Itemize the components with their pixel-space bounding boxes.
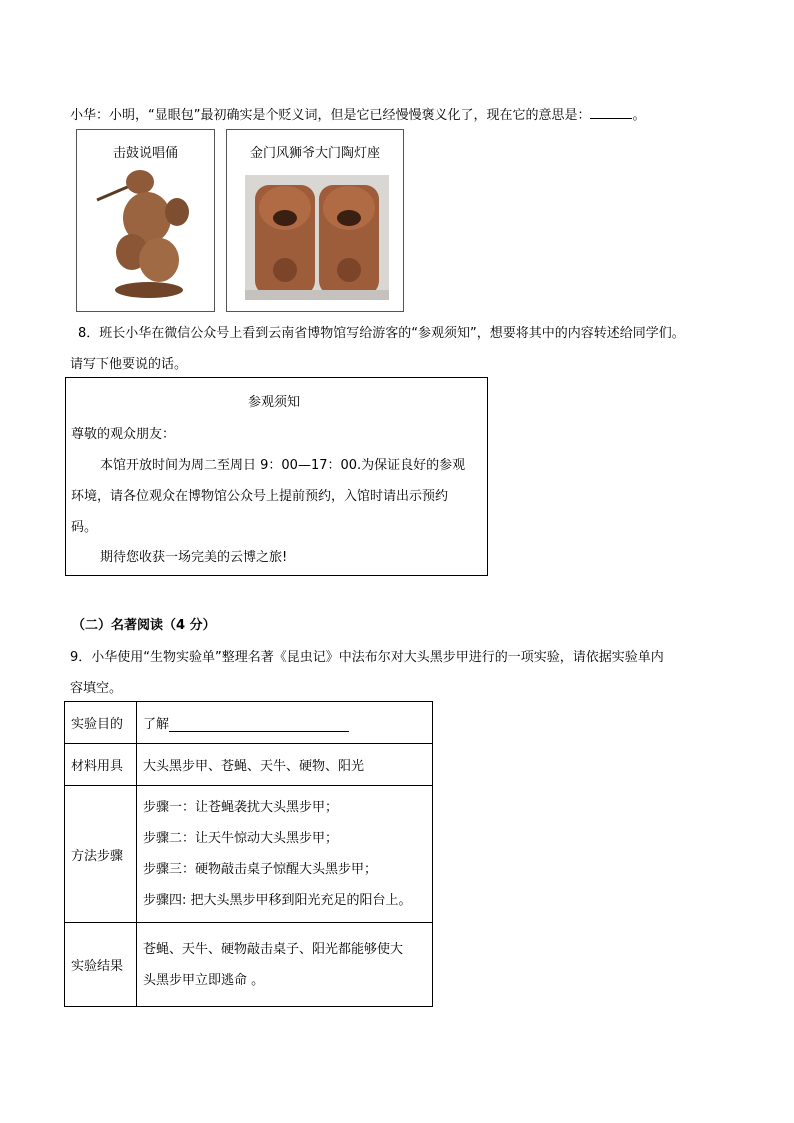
materials-label: 材料用具: [65, 744, 137, 786]
table-row: [65, 786, 433, 923]
method-steps: [137, 786, 433, 923]
notice-body-line2: 环境，请各位观众在博物馆公众号上提前预约，入馆时请出示预约: [71, 489, 449, 504]
q8-line2: 请写下他要说的话。: [70, 357, 188, 372]
notice-title: 参观须知: [248, 395, 301, 410]
purpose-label: 实验目的: [65, 702, 137, 744]
table-row: [65, 744, 433, 786]
purpose-cell: [137, 702, 433, 744]
answer-blank[interactable]: [590, 106, 632, 119]
q9-line2: 容填空。: [70, 681, 123, 696]
materials-value: 大头黑步甲、苍蝇、天牛、硬物、阳光: [137, 744, 433, 786]
notice-salutation: 尊敬的观众朋友：: [71, 427, 176, 442]
purpose-answer-blank[interactable]: [169, 717, 349, 732]
notice-body-line1: 本馆开放时间为周二至周日 9：00—17：00.为保证良好的参观: [100, 458, 466, 473]
figure-caption: 金门风狮爷大门陶灯座: [249, 146, 380, 161]
storyteller-figurine-image: [77, 130, 214, 311]
figure-drum-storyteller: [76, 129, 215, 312]
figure-caption: 击鼓说唱俑: [112, 146, 178, 161]
result-line: 头黑步甲立即逃命 。: [143, 972, 265, 988]
result-value: [137, 923, 433, 1007]
section-heading-text: （二）名著阅读（4 分）: [72, 618, 216, 633]
notice-box: [65, 377, 488, 576]
q7-text: [70, 104, 646, 123]
step-item: 步骤三：硬物敲击桌子惊醒大头黑步甲；: [143, 862, 378, 877]
step-item: 步骤二：让天牛惊动大头黑步甲；: [143, 831, 339, 846]
method-label: 方法步骤: [65, 786, 137, 923]
purpose-value: 了解: [143, 717, 170, 732]
q9-line1: 9．小华使用“生物实验单”整理名著《昆虫记》中法布尔对大头黑步甲进行的一项实验，请依据实验单内: [70, 650, 664, 665]
result-line: 苍蝇、天牛、硬物敲击桌子、阳光都能够使大: [143, 941, 404, 957]
notice-body-line3: 码。: [71, 520, 98, 535]
wind-lion-image: [227, 130, 403, 311]
table-row: [65, 923, 433, 1007]
step-item: 步骤四: 把大头黑步甲移到阳光充足的阳台上。: [143, 893, 412, 908]
table-row: [65, 702, 433, 744]
step-item: 步骤一：让苍蝇袭扰大头黑步甲；: [143, 800, 339, 815]
notice-closing: 期待您收获一场完美的云博之旅!: [100, 550, 288, 565]
experiment-table: [64, 701, 433, 1007]
q7-end: 。: [632, 108, 646, 123]
q8-line1: 8．班长小华在微信公众号上看到云南省博物馆写给游客的“参观须知”，想要将其中的内容转述给同学们。: [78, 326, 685, 341]
figure-wind-lion-lamp: [226, 129, 404, 312]
result-label: 实验结果: [65, 923, 137, 1007]
section-heading: [72, 614, 216, 633]
q7-speech: 小华：小明，“显眼包”最初确实是个贬义词，但是它已经慢慢褒义化了，现在它的意思是：: [70, 108, 591, 123]
